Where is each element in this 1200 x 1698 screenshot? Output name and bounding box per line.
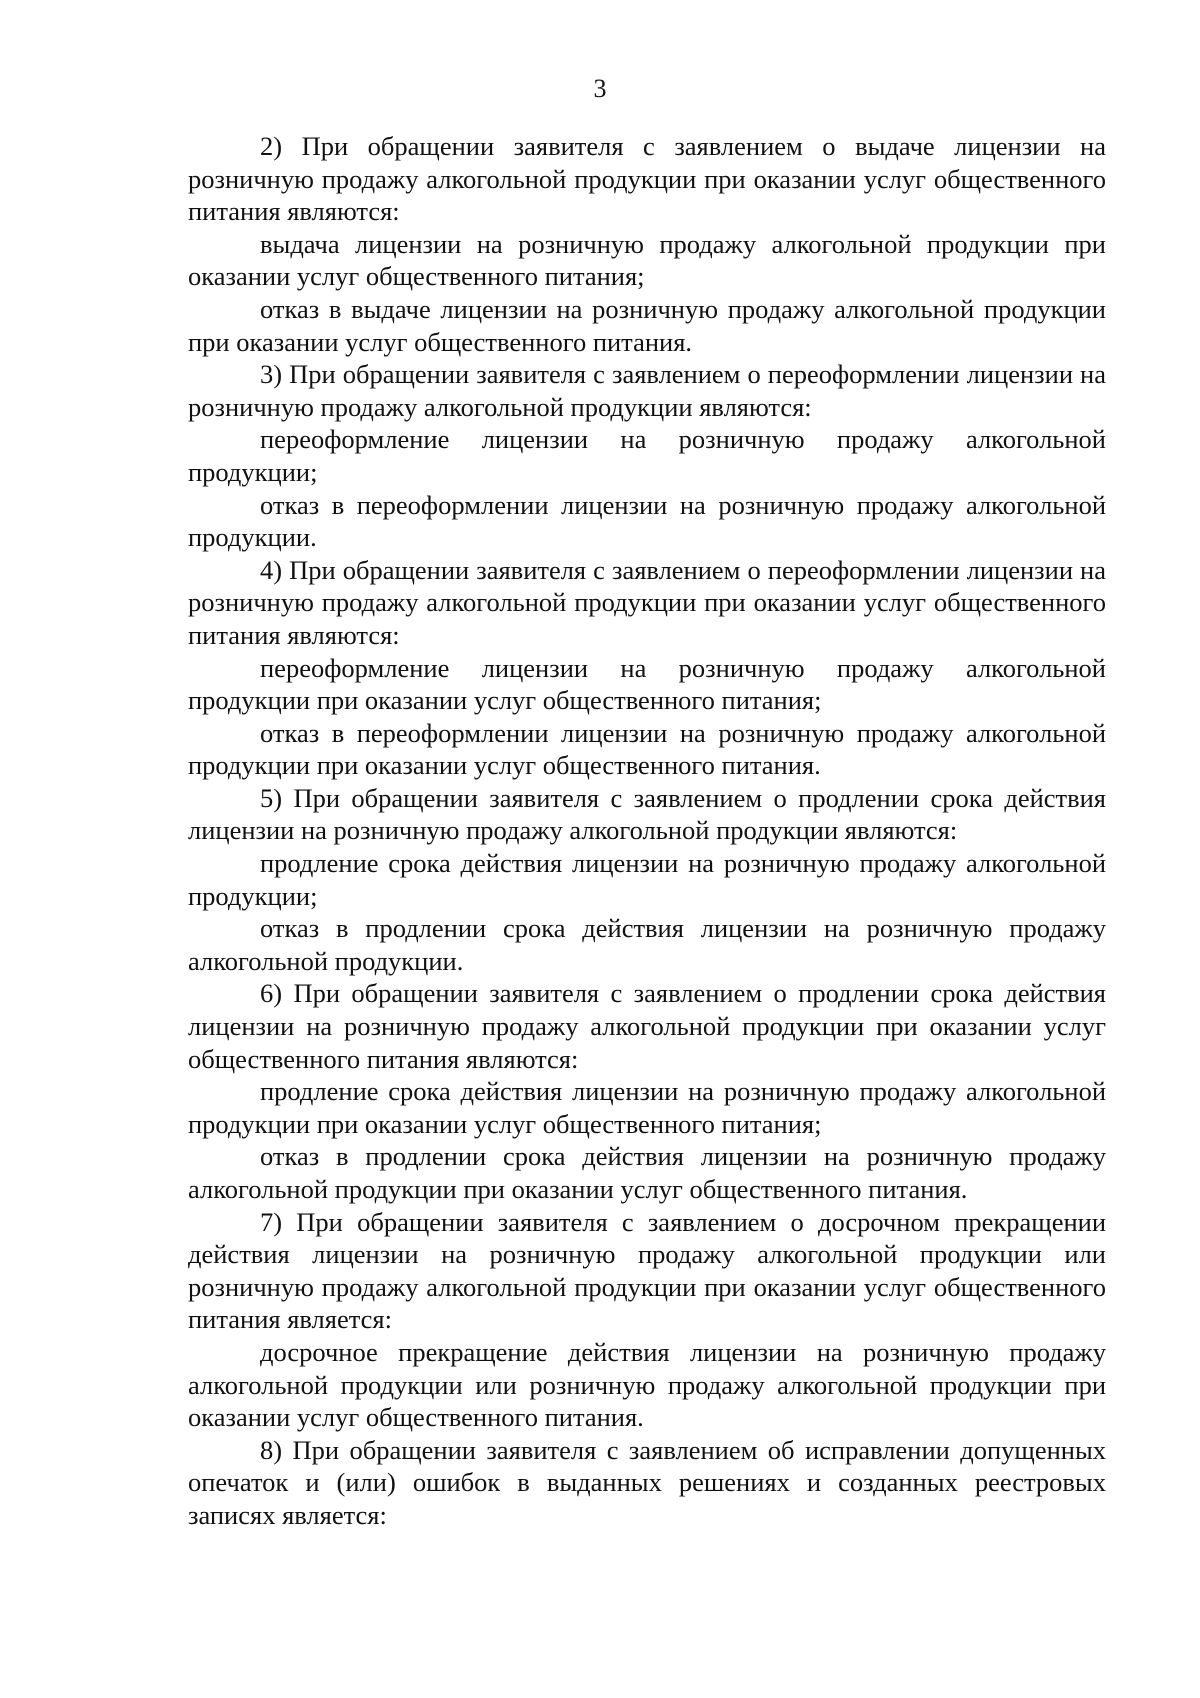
paragraph-outcome: досрочное прекращение действия лицензии на розничную продажу алкогольной продукции или розничную продажу алкогольной продукции при оказании услуг общественного питания. bbox=[188, 1336, 1106, 1433]
paragraph-item-2-heading: 2) При обращении заявителя с заявлением о выдаче лицензии на розничную продажу алкогольной продукции при оказании услуг общественного питания являются: bbox=[188, 131, 1106, 227]
paragraph-item-7-heading: 7) При обращении заявителя с заявлением о досрочном прекращении действия лицензии на розничную продажу алкогольной продукции или розничную продажу алкогольной продукции при оказании услуг общественного питания является: bbox=[188, 1206, 1106, 1335]
paragraph-outcome: выдача лицензии на розничную продажу алкогольной продукции при оказании услуг общественного питания; bbox=[188, 228, 1106, 292]
paragraph-outcome: отказ в продлении срока действия лицензии на розничную продажу алкогольной продукции при оказании услуг общественного питания. bbox=[188, 1141, 1106, 1204]
paragraph-outcome: отказ в выдаче лицензии на розничную продажу алкогольной продукции при оказании услуг общественного питания. bbox=[188, 293, 1106, 357]
paragraph-outcome: отказ в переоформлении лицензии на розничную продажу алкогольной продукции при оказании услуг общественного питания. bbox=[188, 717, 1106, 781]
paragraph-item-4-heading: 4) При обращении заявителя с заявлением о переоформлении лицензии на розничную продажу алкогольной продукции при оказании услуг общественного питания являются: bbox=[188, 554, 1106, 650]
paragraph-outcome: отказ в продлении срока действия лицензии на розничную продажу алкогольной продукции. bbox=[188, 913, 1106, 976]
page-number: 3 bbox=[593, 74, 607, 103]
paragraph-outcome: продление срока действия лицензии на розничную продажу алкогольной продукции при оказании услуг общественного питания; bbox=[188, 1076, 1106, 1139]
paragraph-item-6-heading: 6) При обращении заявителя с заявлением о продлении срока действия лицензии на розничную продажу алкогольной продукции при оказании услуг общественного питания являются: bbox=[188, 978, 1106, 1074]
paragraph-outcome: переоформление лицензии на розничную продажу алкогольной продукции; bbox=[188, 424, 1106, 487]
paragraph-item-3-heading: 3) При обращении заявителя с заявлением о переоформлении лицензии на розничную продажу алкогольной продукции являются: bbox=[188, 359, 1106, 422]
paragraph-item-5-heading: 5) При обращении заявителя с заявлением о продлении срока действия лицензии на розничную продажу алкогольной продукции являются: bbox=[188, 782, 1106, 846]
paragraph-outcome: отказ в переоформлении лицензии на розничную продажу алкогольной продукции. bbox=[188, 489, 1106, 553]
paragraph-item-8-heading: 8) При обращении заявителя с заявлением об исправлении допущенных опечаток и (или) ошибок в выданных решениях и созданных реестровых записях является: bbox=[188, 1434, 1106, 1530]
paragraph-outcome: переоформление лицензии на розничную продажу алкогольной продукции при оказании услуг общественного питания; bbox=[188, 652, 1106, 716]
document-body bbox=[188, 130, 1106, 1532]
paragraph-outcome: продление срока действия лицензии на розничную продажу алкогольной продукции; bbox=[188, 848, 1106, 911]
